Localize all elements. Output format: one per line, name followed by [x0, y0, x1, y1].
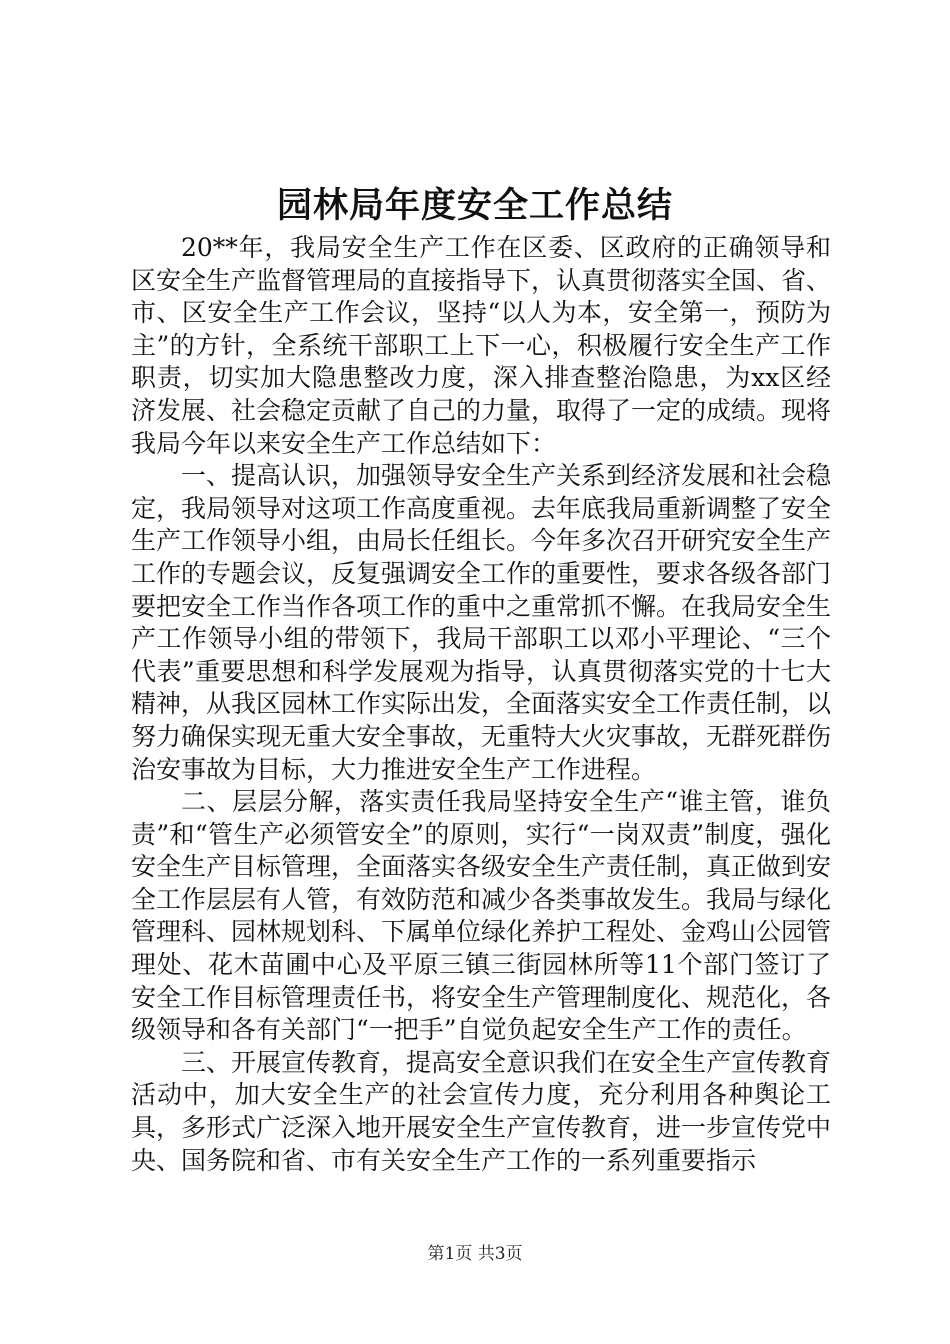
paragraph-section-1: 一、提高认识，加强领导安全生产关系到经济发展和社会稳定，我局领导对这项工作高度重视。去年底我局重新调整了安全生产工作领导小组，由局长任组长。今年多次召开研究安全生产工作的专题会议，反复强调安全工作的重要性，要求各级各部门要把安全工作当作各项工作的重中之重常抓不懈。在我局安全生产工作领导小组的带领下，我局干部职工以邓小平理论、“三个代表”重要思想和科学发展观为指导，认真贯彻落实党的十七大精神，从我区园林工作实际出发，全面落实安全工作责任制，以努力确保实现无重大安全事故，无重特大火灾事故，无群死群伤治安事故为目标，大力推进安全生产工作进程。	[131, 461, 832, 784]
paragraph-section-3: 三、开展宣传教育，提高安全意识我们在安全生产宣传教育活动中，加大安全生产的社会宣传力度，充分利用各种舆论工具，多形式广泛深入地开展安全生产宣传教育，进一步宣传党中央、国务院和省、市有关安全生产工作的一系列重要指示	[131, 1047, 832, 1175]
document-body	[131, 232, 831, 1177]
document-title: 园林局年度安全工作总结	[276, 185, 673, 226]
paragraph-intro: 20**年，我局安全生产工作在区委、区政府的正确领导和区安全生产监督管理局的直接指导下，认真贯彻落实全国、省、市、区安全生产工作会议，坚持“以人为本，安全第一，预防为主”的方针，全系统干部职工上下一心，积极履行安全生产工作职责，切实加大隐患整改力度，深入排查整治隐患，为xx区经济发展、社会稳定贡献了自己的力量，取得了一定的成绩。现将我局今年以来安全生产工作总结如下：	[131, 233, 832, 458]
paragraph-section-2: 二、层层分解，落实责任我局坚持安全生产“谁主管，谁负责”和“管生产必须管安全”的原则，实行“一岗双责”制度，强化安全生产目标管理，全面落实各级安全生产责任制，真正做到安全工作层层有人管，有效防范和减少各类事故发生。我局与绿化管理科、园林规划科、下属单位绿化养护工程处、金鸡山公园管理处、花木苗圃中心及平原三镇三街园林所等11个部门签订了安全工作目标管理责任书，将安全生产管理制度化、规范化，各级领导和各有关部门“一把手”自觉负起安全生产工作的责任。	[131, 787, 832, 1045]
page-number-footer: 第1页 共3页	[427, 1244, 523, 1264]
